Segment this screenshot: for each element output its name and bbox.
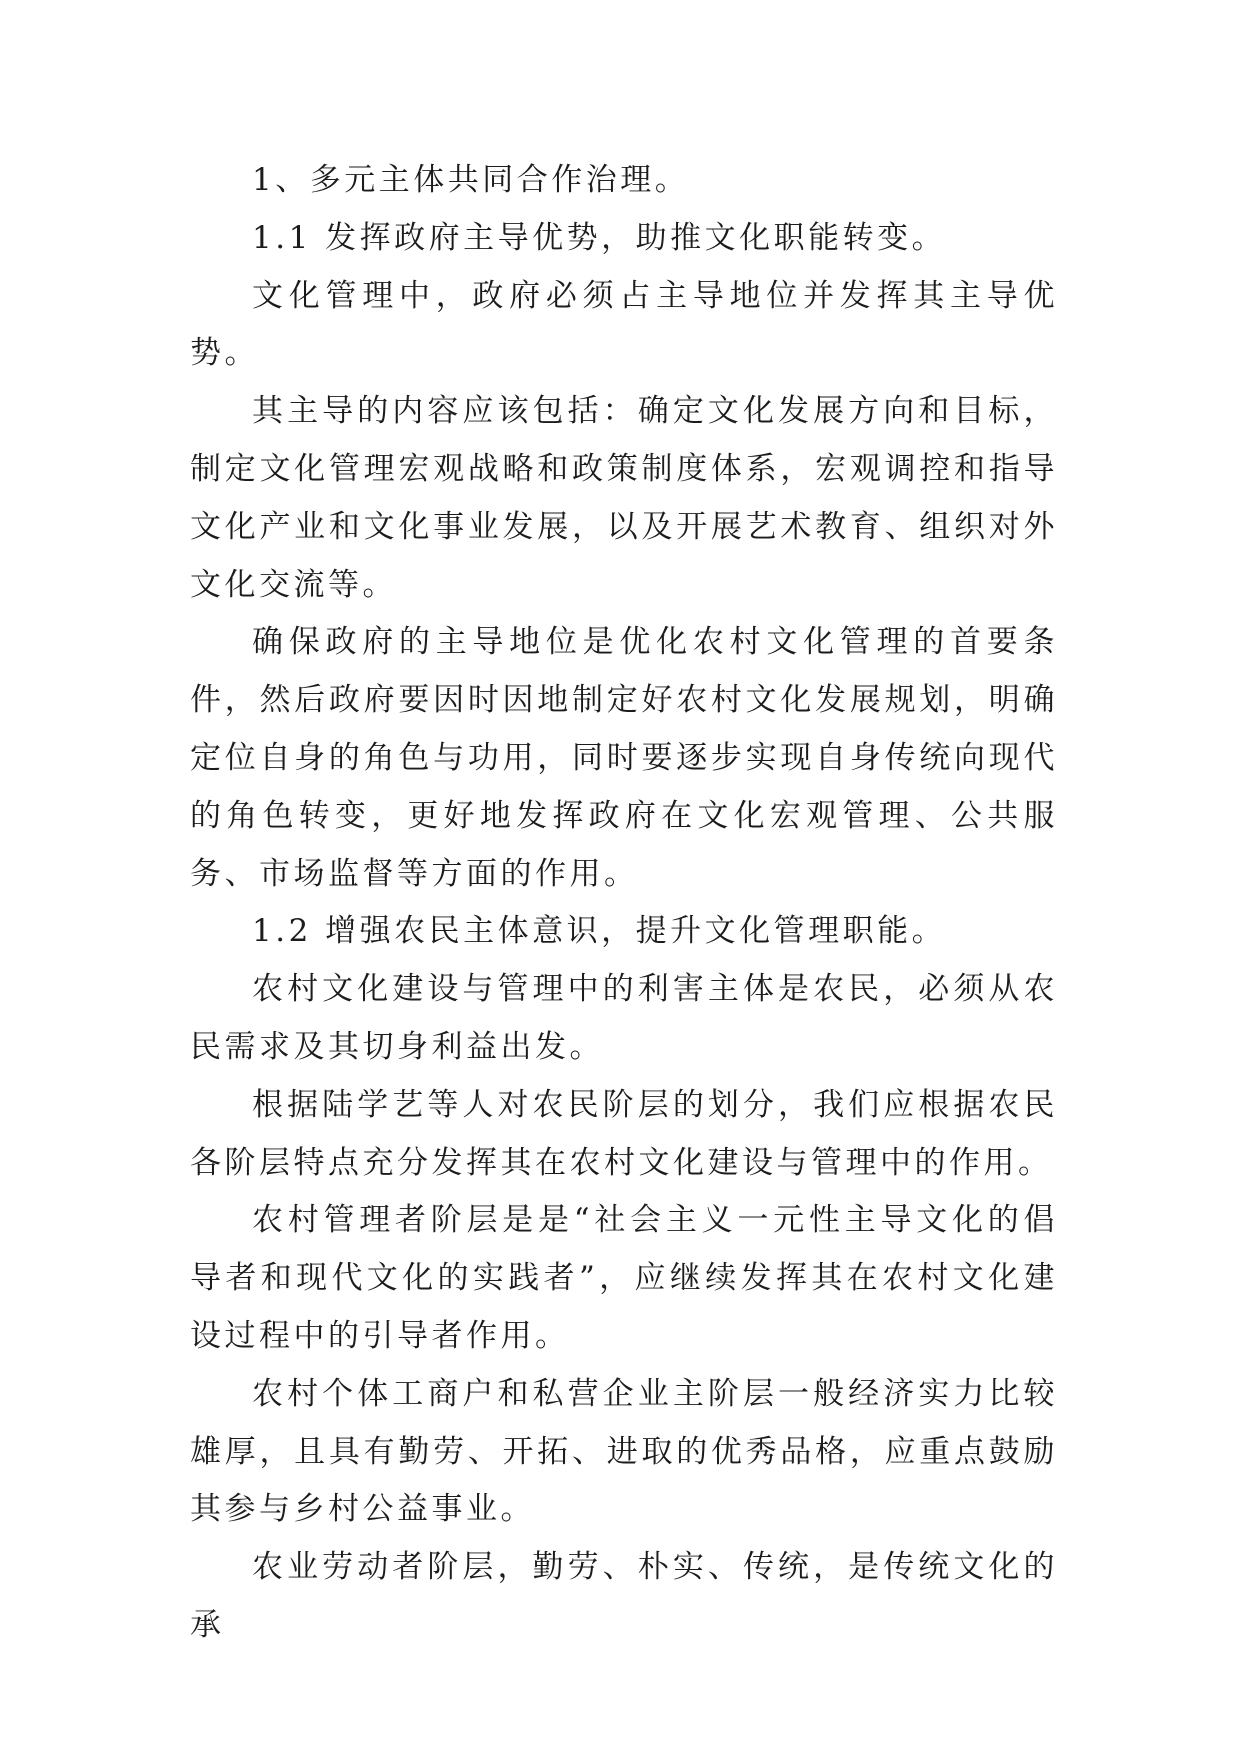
subsection-heading-1-2: 1.2 增强农民主体意识，提升文化管理职能。 <box>252 913 947 950</box>
paragraph: 农业劳动者阶层，勤劳、朴实、传统，是传统文化的承 <box>190 1549 1058 1643</box>
paragraph: 文化管理中，政府必须占主导地位并发挥其主导优势。 <box>190 277 1058 372</box>
paragraph: 其主导的内容应该包括：确定文化发展方向和目标，制定文化管理宏观战略和政策制度体系，宏观调控和指导文化产业和文化事业发展，以及开展艺术教育、组织对外文化交流等。 <box>190 393 1058 603</box>
subsection-heading-1-1: 1.1 发挥政府主导优势，助推文化职能转变。 <box>252 219 947 256</box>
paragraph: 农村管理者阶层是是“社会主义一元性主导文化的倡导者和现代文化的实践者”，应继续发挥其在农村文化建设过程中的引导者作用。 <box>190 1202 1058 1354</box>
section-heading-1: 1、多元主体共同合作治理。 <box>252 162 690 198</box>
paragraph: 根据陆学艺等人对农民阶层的划分，我们应根据农民各阶层特点充分发挥其在农村文化建设与管理中的作用。 <box>190 1086 1058 1181</box>
paragraph: 农村个体工商户和私营企业主阶层一般经济实力比较雄厚，且具有勤劳、开拓、进取的优秀品格，应重点鼓励其参与乡村公益事业。 <box>190 1375 1058 1528</box>
paragraph: 确保政府的主导地位是优化农村文化管理的首要条件，然后政府要因时因地制定好农村文化发展规划，明确定位自身的角色与功用，同时要逐步实现自身传统向现代的角色转变，更好地发挥政府在文化宏观管理、公共服务、市场监督等方面的作用。 <box>190 624 1058 892</box>
paragraph: 农村文化建设与管理中的利害主体是农民，必须从农民需求及其切身利益出发。 <box>190 971 1058 1065</box>
document-body <box>190 152 1058 1655</box>
